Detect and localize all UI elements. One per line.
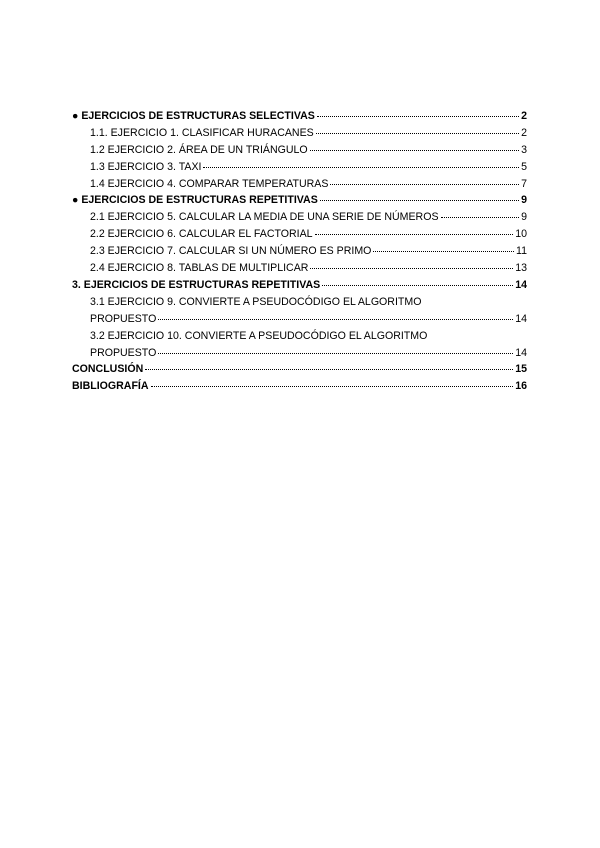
toc-entry-title-line1: 3.2 EJERCICIO 10. CONVIERTE A PSEUDOCÓDIGO EL ALGORITMO: [90, 329, 428, 342]
dot-leader: [158, 319, 513, 320]
toc-entry-title: PROPUESTO: [90, 346, 157, 359]
toc-entry-title: 1.2 EJERCICIO 2. ÁREA DE UN TRIÁNGULO: [90, 143, 308, 156]
toc-entry-page: 9: [521, 194, 527, 207]
dot-leader: [322, 285, 513, 286]
toc-entry-title: 2.1 EJERCICIO 5. CALCULAR LA MEDIA DE UNA SERIE DE NÚMEROS: [90, 211, 439, 224]
dot-leader: [330, 184, 519, 185]
table-of-contents: [72, 108, 527, 395]
dot-leader: [317, 116, 519, 117]
toc-entry[interactable]: [72, 361, 527, 378]
toc-entry-title: PROPUESTO: [90, 312, 157, 325]
toc-entry-title: 2.4 EJERCICIO 8. TABLAS DE MULTIPLICAR: [90, 262, 309, 275]
toc-entry-title-line1: 3.1 EJERCICIO 9. CONVIERTE A PSEUDOCÓDIGO EL ALGORITMO: [90, 295, 422, 308]
dot-leader: [151, 386, 514, 387]
toc-entry-page: 16: [515, 380, 527, 393]
toc-entry-page: 2: [521, 110, 527, 122]
toc-entry[interactable]: [72, 226, 527, 243]
toc-entry-page: 11: [516, 245, 527, 258]
toc-entry-title: CONCLUSIÓN: [72, 363, 144, 376]
toc-entry-page: 5: [521, 160, 527, 173]
toc-entry[interactable]: [72, 378, 527, 395]
toc-entry-title: 2.2 EJERCICIO 6. CALCULAR EL FACTORIAL: [90, 228, 313, 241]
dot-leader: [315, 234, 514, 235]
toc-entry-page: 3: [521, 143, 527, 156]
dot-leader: [203, 167, 519, 168]
toc-entry[interactable]: [72, 142, 527, 159]
dot-leader: [145, 369, 513, 370]
toc-entry-page: 14: [515, 312, 527, 325]
toc-entry-page: 13: [515, 262, 527, 275]
toc-entry-page: 15: [515, 363, 527, 376]
toc-entry[interactable]: [72, 243, 527, 260]
toc-entry-title: 3. EJERCICIOS DE ESTRUCTURAS REPETITIVAS: [72, 278, 321, 291]
toc-entry-title: ● EJERCICIOS DE ESTRUCTURAS REPETITIVAS: [72, 194, 318, 207]
toc-entry-page: 14: [515, 278, 527, 291]
dot-leader: [373, 251, 514, 252]
toc-entry[interactable]: [72, 159, 527, 176]
toc-entry-page: 7: [521, 177, 527, 190]
toc-entry[interactable]: [72, 328, 527, 362]
toc-entry-title: ● EJERCICIOS DE ESTRUCTURAS SELECTIVAS: [72, 110, 315, 122]
toc-entry-title: 1.1. EJERCICIO 1. CLASIFICAR HURACANES: [90, 126, 314, 139]
toc-entry[interactable]: [72, 277, 527, 294]
dot-leader: [310, 268, 513, 269]
toc-entry[interactable]: [72, 125, 527, 142]
toc-entry[interactable]: [72, 108, 527, 125]
dot-leader: [320, 200, 519, 201]
dot-leader: [441, 217, 520, 218]
toc-entry[interactable]: [72, 176, 527, 193]
toc-entry-title: 1.3 EJERCICIO 3. TAXI: [90, 160, 202, 173]
toc-entry-page: 9: [521, 211, 527, 224]
dot-leader: [158, 353, 513, 354]
toc-entry[interactable]: [72, 192, 527, 209]
toc-entry[interactable]: [72, 209, 527, 226]
toc-entry-title: BIBLIOGRAFÍA: [72, 380, 149, 393]
toc-entry[interactable]: [72, 294, 527, 328]
toc-entry-page: 14: [515, 346, 527, 359]
toc-entry-title: 1.4 EJERCICIO 4. COMPARAR TEMPERATURAS: [90, 177, 329, 190]
toc-entry-page: 2: [521, 126, 527, 139]
toc-entry-title: 2.3 EJERCICIO 7. CALCULAR SI UN NÚMERO ES PRIMO: [90, 245, 372, 258]
toc-entry-page: 10: [515, 228, 527, 241]
dot-leader: [310, 150, 519, 151]
toc-entry[interactable]: [72, 260, 527, 277]
dot-leader: [316, 133, 519, 134]
